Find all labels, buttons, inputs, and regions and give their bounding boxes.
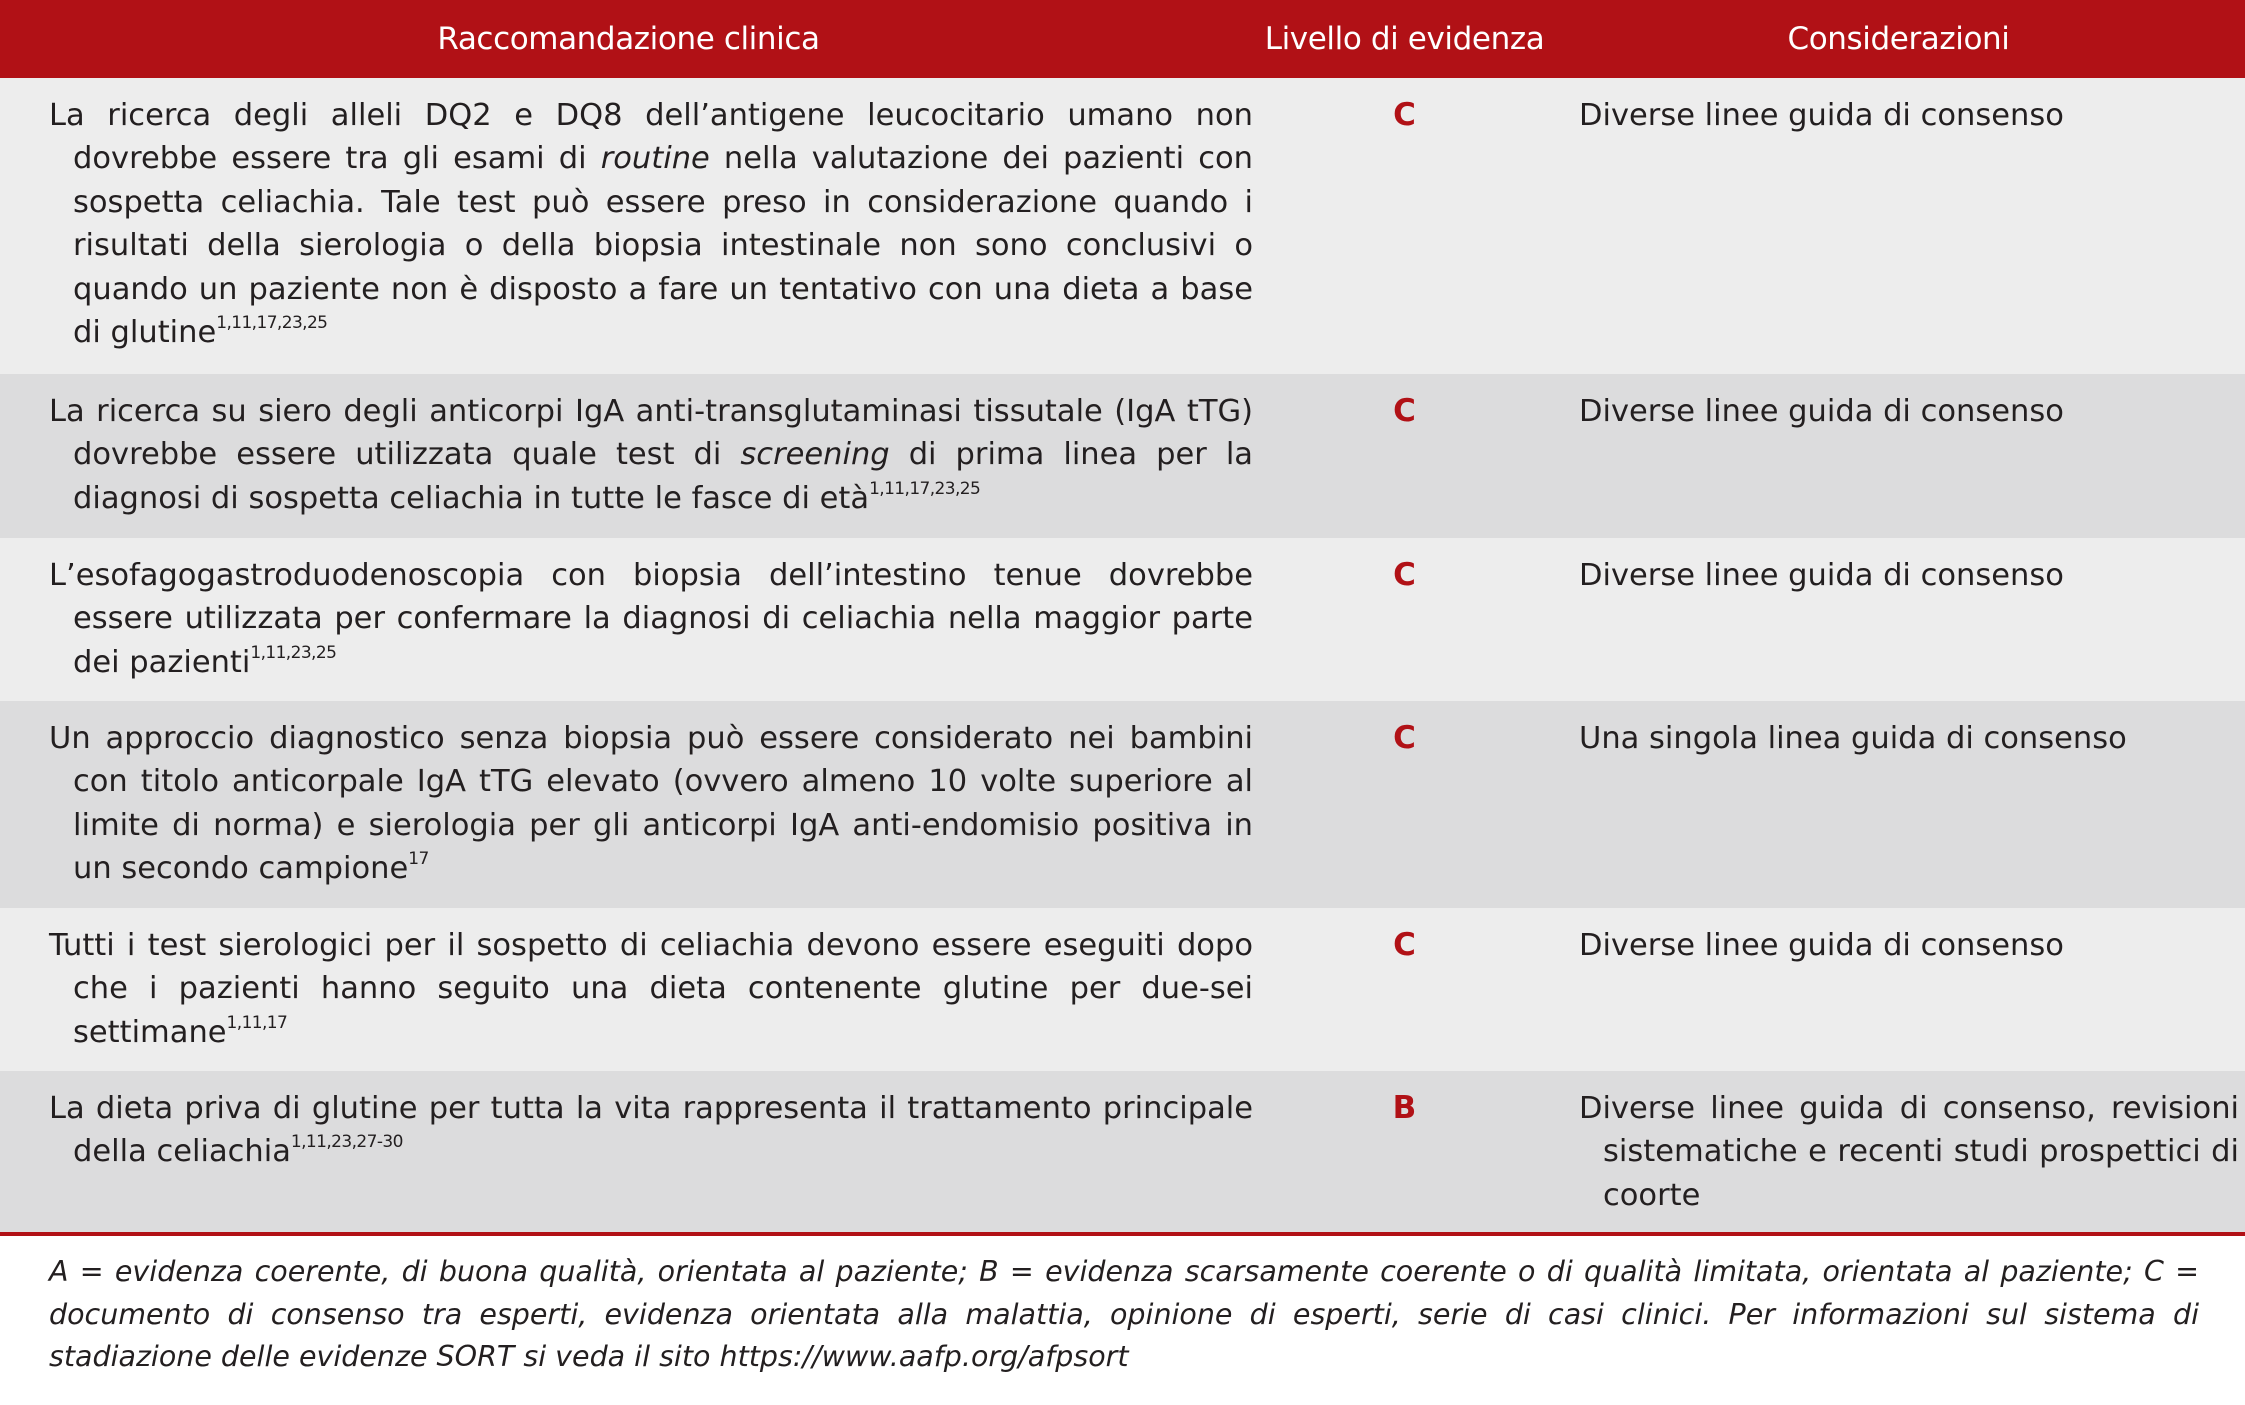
recommendation-text [49,717,1253,891]
consideration-text: Diverse linee guida di consenso [1579,394,2064,429]
consideration-text: Diverse linee guida di consenso [1579,98,2064,133]
reference-superscript: 1,11,23,27-30 [290,1132,403,1153]
header-evidence-level: Livello di evidenza [1264,21,1545,57]
reference-superscript: 1,11,17,23,25 [216,313,328,334]
table-row [0,538,2245,701]
table-footnote: A = evidenza coerente, di buona qualità, orientata al paziente; B = evidenza scarsamente coerente o di qualità limitata, orientata al paziente; C = documento di consenso tra esperti, evidenza orientata alla malattia, opinione di esperti, serie di casi clinici. Per informazioni sul sistema di stadiazione delle evidenze SORT si veda il sito https://www.aafp.org/afpsort [49,1255,2199,1373]
recommendation-fragment: La ricerca degli alleli DQ2 e DQ8 dell’antigene leucocitario umano non dovrebbe essere tra gli esami di [49,98,1253,177]
table-row [0,374,2245,538]
evidence-level: C [1393,97,1416,133]
header-considerations: Considerazioni [1787,21,2010,57]
table-row [0,78,2245,374]
recommendation-fragment: La dieta priva di glutine per tutta la vita rappresenta il trattamento principale della celiachia [49,1091,1253,1170]
recommendation-fragment: La ricerca su siero degli anticorpi IgA anti-transglutaminasi tissutale (IgA tTG) dovrebbe essere utilizzata quale test di [49,394,1253,473]
table-row [0,701,2245,908]
reference-superscript: 1,11,17,23,25 [869,478,981,499]
evidence-level: C [1393,720,1416,756]
recommendation-fragment: di prima linea per la diagnosi di sospetta celiachia in tutte le fasce di età [73,437,1253,516]
evidence-level: C [1393,557,1416,593]
table-row [0,908,2245,1071]
recommendation-text [49,390,1253,520]
table-header [0,0,2245,78]
table-bottom-rule [0,1232,2245,1236]
recommendation-fragment: Un approccio diagnostico senza biopsia può essere considerato nei bambini con titolo anticorpale IgA tTG elevato (ovvero almeno 10 volte superiore al limite di norma) e sierologia per gli anticorpi IgA anti-endomisio positiva in un secondo campione [49,721,1253,887]
table-row [0,1071,2245,1232]
consideration-text: Diverse linee guida di consenso [1579,558,2064,593]
consideration-text: Diverse linee guida di consenso, revisioni sistematiche e recenti studi prospettici di coorte [1579,1091,2239,1213]
evidence-level: C [1393,927,1416,963]
recommendation-fragment: L’esofagogastroduodenoscopia con biopsia dell’intestino tenue dovrebbe essere utilizzata per confermare la diagnosi di celiachia nella maggior parte dei pazienti [49,558,1253,680]
evidence-level: B [1392,1090,1417,1126]
emphasized-term: screening [740,437,890,473]
reference-superscript: 1,11,17 [226,1012,288,1033]
recommendation-fragment: Tutti i test sierologici per il sospetto di celiachia devono essere eseguiti dopo che i pazienti hanno seguito una dieta contenente glutine per due-sei settimane [49,928,1253,1050]
recommendation-text [49,924,1253,1054]
consideration-text: Diverse linee guida di consenso [1579,928,2064,963]
header-recommendation: Raccomandazione clinica [437,21,820,57]
reference-superscript: 17 [408,849,429,870]
recommendation-text [49,554,1253,684]
consideration-text: Una singola linea guida di consenso [1579,721,2127,756]
emphasized-term: routine [600,141,710,177]
recommendation-text [49,1087,1253,1174]
recommendation-text [49,94,1253,354]
reference-superscript: 1,11,23,25 [250,642,337,663]
recommendation-fragment: nella valutazione dei pazienti con sospetta celiachia. Tale test può essere preso in considerazione quando i risultati della sierologia o della biopsia intestinale non sono conclusivi o quando un paziente non è disposto a fare un tentativo con una dieta a base di glutine [73,141,1253,351]
evidence-level: C [1393,393,1416,429]
